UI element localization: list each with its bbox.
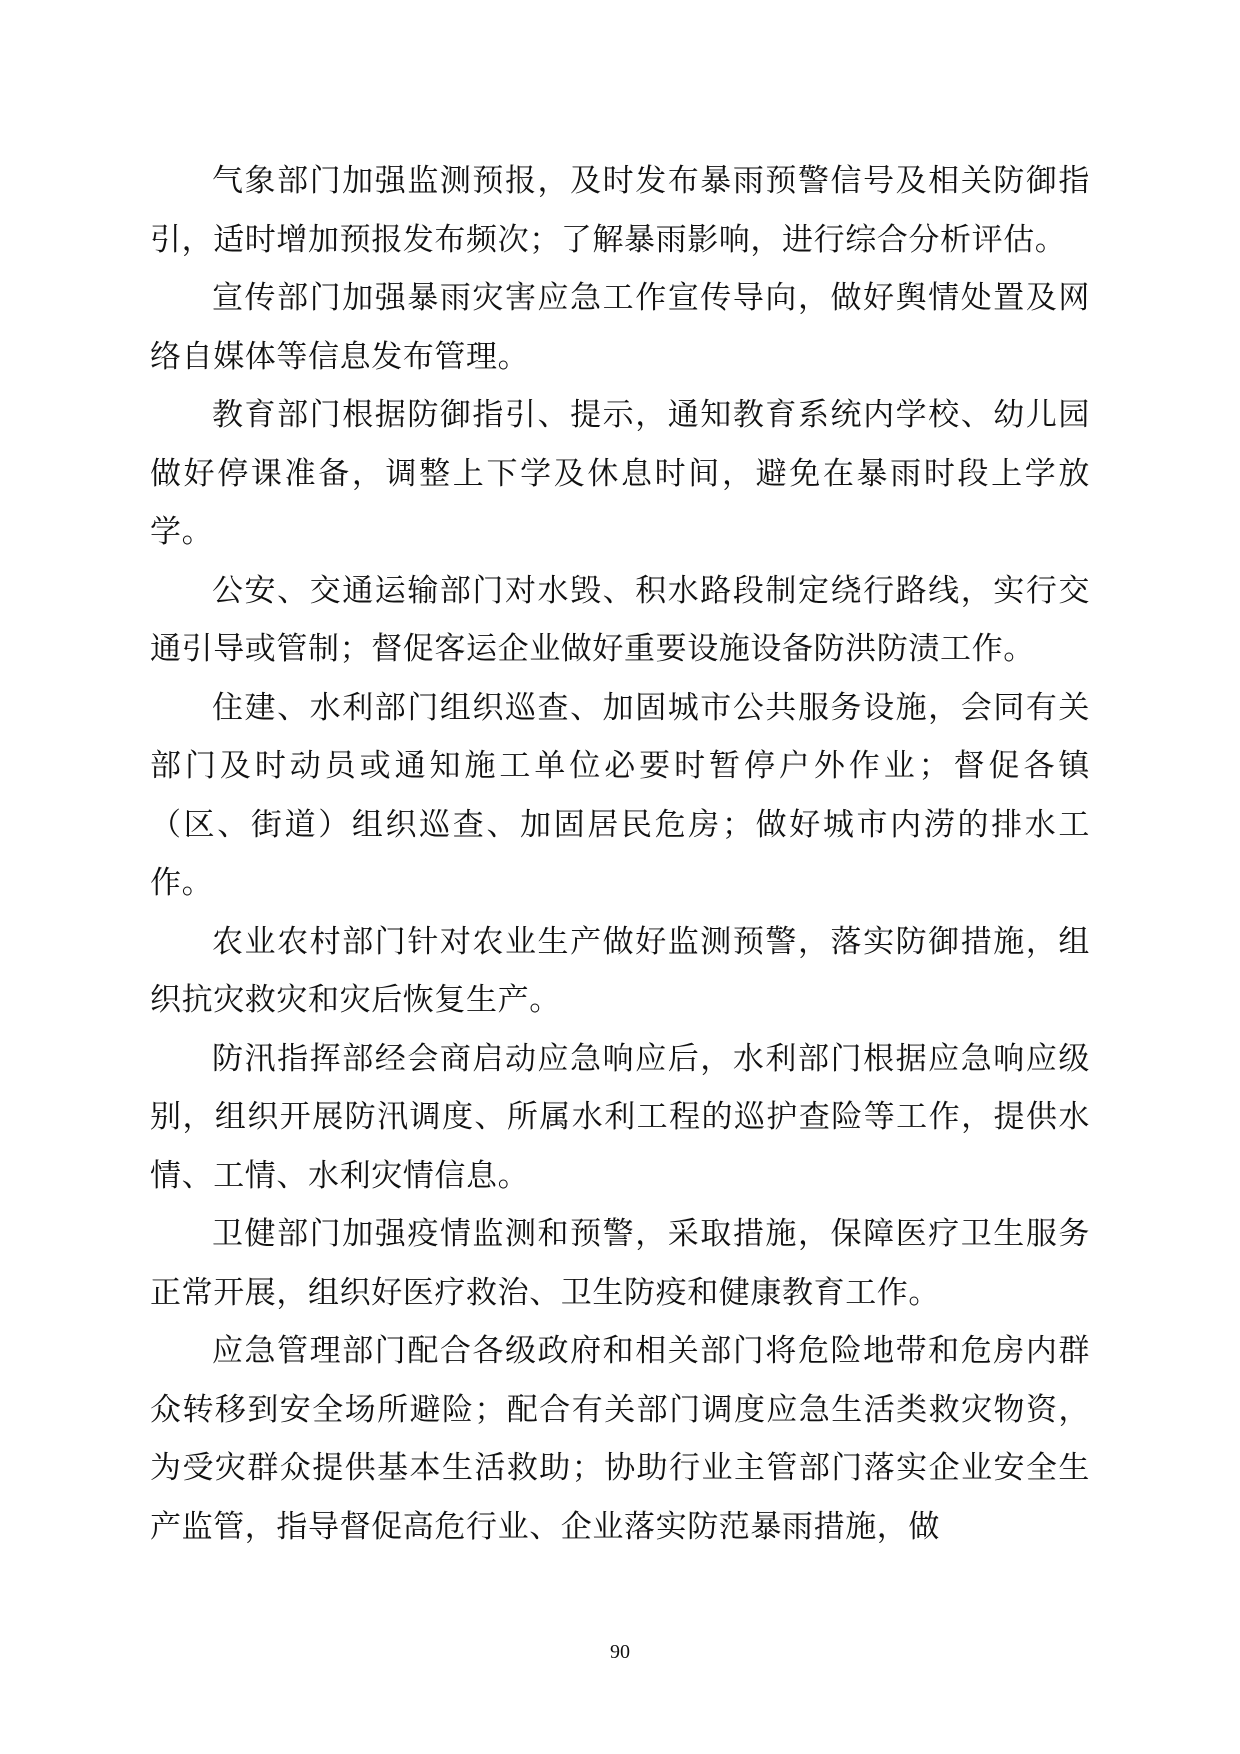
paragraph-publicity: 宣传部门加强暴雨灾害应急工作宣传导向，做好舆情处置及网络自媒体等信息发布管理。 bbox=[150, 280, 1090, 375]
paragraph-health: 卫健部门加强疫情监测和预警，采取措施，保障医疗卫生服务正常开展，组织好医疗救治、卫生防疫和健康教育工作。 bbox=[150, 1216, 1090, 1311]
paragraph-education: 教育部门根据防御指引、提示，通知教育系统内学校、幼儿园做好停课准备，调整上下学及休息时间，避免在暴雨时段上学放学。 bbox=[150, 397, 1090, 550]
paragraph-emergency-management: 应急管理部门配合各级政府和相关部门将危险地带和危房内群众转移到安全场所避险；配合有关部门调度应急生活类救灾物资，为受灾群众提供基本生活救助；协助行业主管部门落实企业安全生产监管，指导督促高危行业、企业落实防范暴雨措施，做 bbox=[150, 1333, 1090, 1545]
paragraph-agriculture: 农业农村部门针对农业生产做好监测预警，落实防御措施，组织抗灾救灾和灾后恢复生产。 bbox=[150, 923, 1090, 1018]
paragraph-flood-command: 防汛指挥部经会商启动应急响应后，水利部门根据应急响应级别，组织开展防汛调度、所属水利工程的巡护查险等工作，提供水情、工情、水利灾情信息。 bbox=[150, 1040, 1090, 1194]
paragraph-public-security-transport: 公安、交通运输部门对水毁、积水路段制定绕行路线，实行交通引导或管制；督促客运企业做好重要设施设备防洪防渍工作。 bbox=[150, 572, 1090, 667]
paragraph-meteorology: 气象部门加强监测预报，及时发布暴雨预警信号及相关防御指引，适时增加预报发布频次；了解暴雨影响，进行综合分析评估。 bbox=[150, 163, 1090, 258]
document-body bbox=[150, 152, 1090, 1556]
page-number: 90 bbox=[610, 1641, 630, 1663]
paragraph-housing-water: 住建、水利部门组织巡查、加固城市公共服务设施，会同有关部门及时动员或通知施工单位必要时暂停户外作业；督促各镇（区、街道）组织巡查、加固居民危房；做好城市内涝的排水工作。 bbox=[150, 689, 1090, 901]
